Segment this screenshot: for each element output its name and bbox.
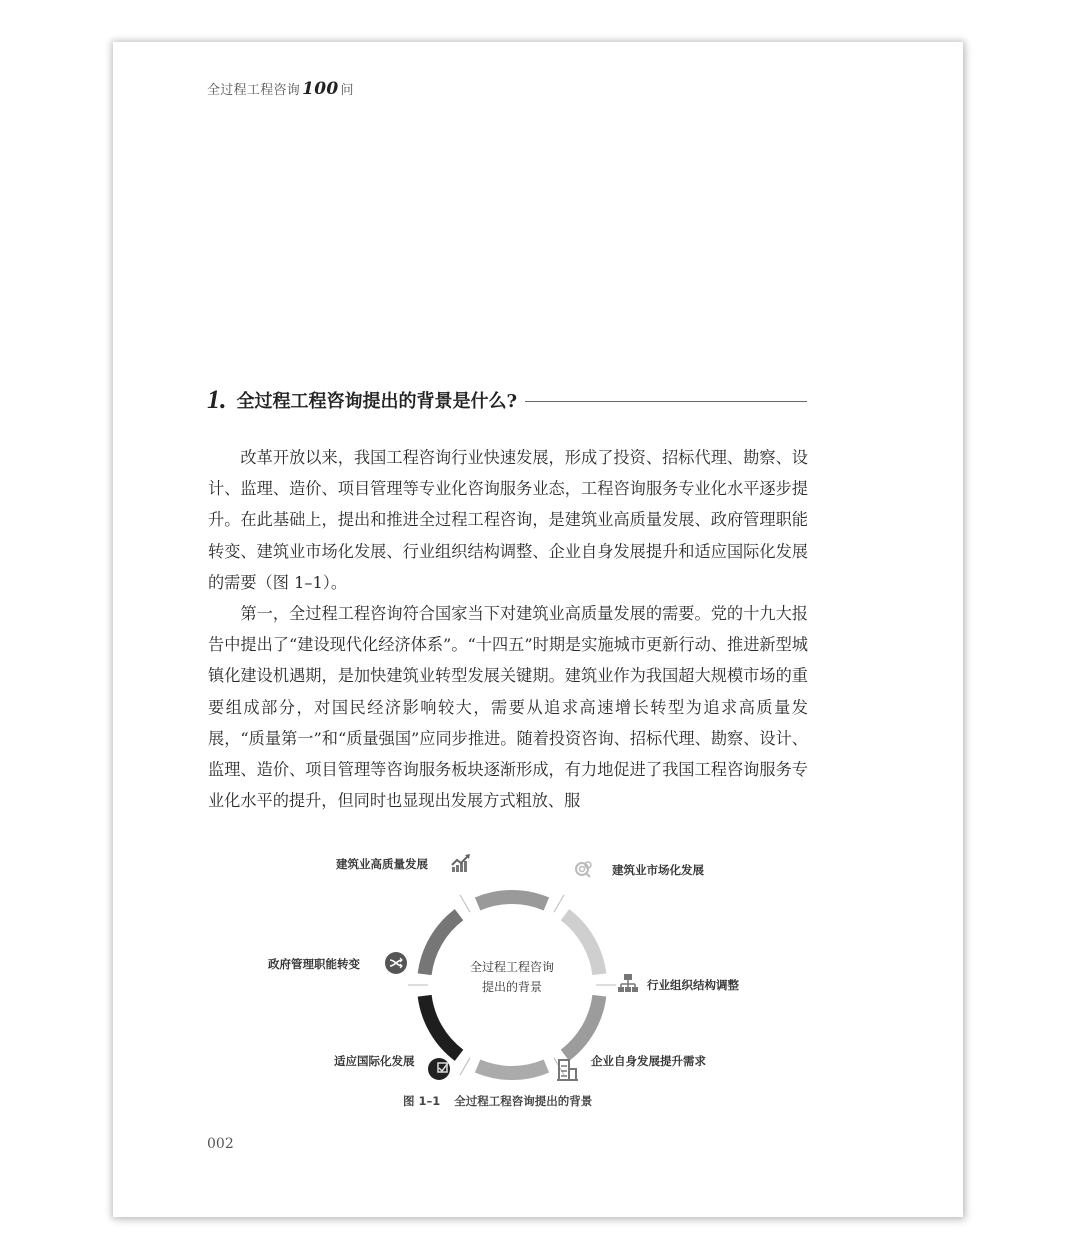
leader-line — [554, 895, 564, 912]
growth-chart-icon — [452, 854, 470, 872]
center-label-line: 提出的背景 — [481, 980, 542, 994]
paragraph: 第一，全过程工程咨询符合国家当下对建筑业高质量发展的需要。党的十九大报告中提出了“建设现代化经济体系”。“十四五”时期是实施城市更新行动、推进新型城镇化建设机遇期，是加快建筑业转型发展关键期。建筑业作为我国超大规模市场的重要组成部分，对国民经济影响较大，需要从追求高速增长转型为追求高质量发展，“质量第一”和“质量强国”应同步推进。随着投资咨询、招标代理、勘察、设计、监理、造价、项目管理等咨询服务板块逐渐形成，有力地促进了我国工程咨询服务专业化水平的提升，但同时也显现出发展方式粗放、服 — [208, 604, 808, 811]
question-number: 1. — [207, 385, 227, 414]
target-search-icon — [576, 862, 591, 877]
label-enterprise: 企业自身发展提升需求 — [591, 1054, 706, 1068]
figure-caption — [403, 1093, 592, 1109]
ring-segment — [565, 996, 599, 1056]
center-label-line: 全过程工程咨询 — [469, 960, 554, 974]
label-org-structure: 行业组织结构调整 — [647, 978, 739, 992]
body-text — [208, 442, 808, 816]
ring-segment — [478, 897, 547, 904]
running-head-number: 100 — [302, 79, 339, 99]
question-title: 全过程工程咨询提出的背景是什么? — [236, 391, 518, 412]
globe-check-icon — [428, 1058, 450, 1080]
ring-segment — [425, 915, 459, 975]
shuffle-icon — [385, 952, 407, 974]
paragraph: 改革开放以来，我国工程咨询行业快速发展，形成了投资、招标代理、勘察、设计、监理、造价、项目管理等专业化咨询服务业态，工程咨询服务专业化水平逐步提升。在此基础上，提出和推进全过程工程咨询，是建筑业高质量发展、政府管理职能转变、建筑业市场化发展、行业组织结构调整、企业自身发展提升和适应国际化发展的需要（图 1–1）。 — [208, 448, 808, 592]
ring-segment — [478, 1066, 547, 1073]
question-heading — [207, 383, 807, 417]
org-chart-icon — [618, 974, 638, 992]
running-head-title: 全过程工程咨询 — [207, 83, 301, 98]
leader-line — [460, 1058, 470, 1075]
label-government: 政府管理职能转变 — [268, 957, 360, 971]
running-head-suffix: 问 — [340, 83, 354, 98]
leader-line — [554, 1058, 564, 1075]
caption-number: 图 1–1 — [403, 1094, 441, 1108]
label-internationalization: 适应国际化发展 — [334, 1054, 415, 1068]
running-head — [207, 79, 354, 99]
leader-line — [460, 895, 470, 912]
heading-rule — [525, 401, 807, 402]
label-marketization: 建筑业市场化发展 — [612, 863, 704, 877]
label-high-quality: 建筑业高质量发展 — [336, 857, 428, 871]
book-page — [113, 42, 963, 1217]
center-label — [462, 957, 562, 997]
ring-segment — [425, 996, 459, 1056]
building-icon — [557, 1060, 578, 1080]
caption-text: 全过程工程咨询提出的背景 — [454, 1094, 593, 1108]
ring-segment — [565, 915, 599, 975]
page-number: 002 — [207, 1136, 234, 1152]
